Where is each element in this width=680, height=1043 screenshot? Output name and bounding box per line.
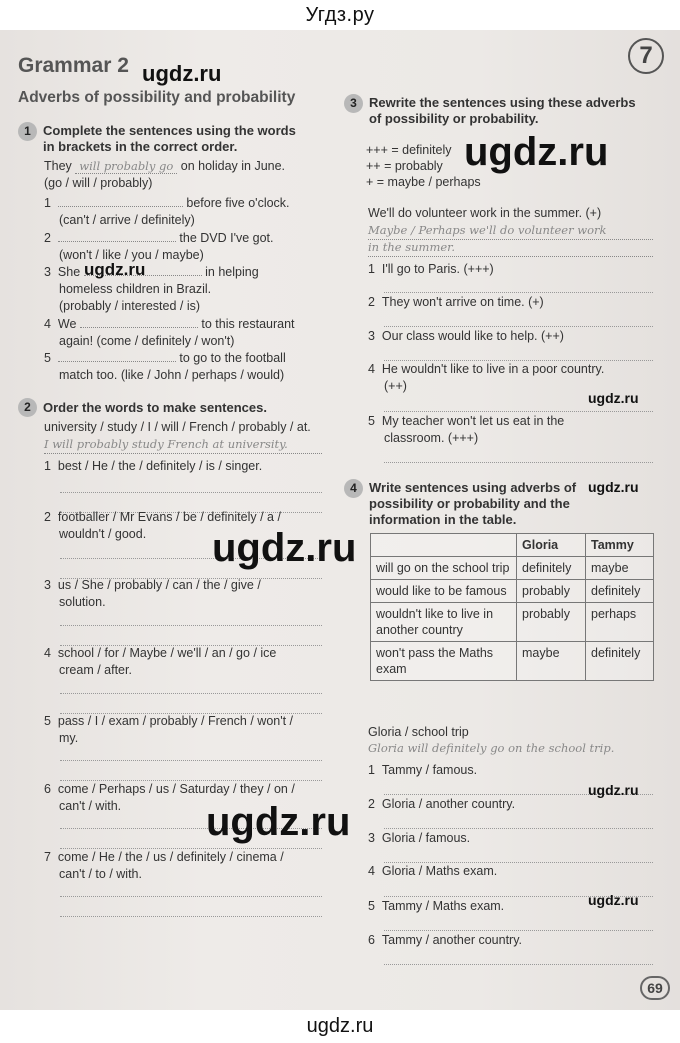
- table-cell: probably: [517, 603, 586, 642]
- ex1-item-3-words: (probably / interested / is): [59, 299, 201, 313]
- answer-line[interactable]: [60, 625, 322, 626]
- table-cell: definitely: [586, 580, 654, 603]
- ex2-item-5: 5 pass / I / exam / probably / French / won't /: [44, 714, 294, 728]
- ex1-item-2: 2 the DVD I've got.: [44, 231, 274, 245]
- ex1-item-3-line2: homeless children in Brazil.: [59, 282, 212, 296]
- table-cell: maybe: [586, 557, 654, 580]
- table-header-cell: Tammy: [586, 534, 654, 557]
- ex3-item-5: 5 My teacher won't let us eat in the: [368, 414, 565, 428]
- exercise-2-example-words: university / study / I / will / French / probably / at.: [44, 420, 311, 434]
- table-cell: definitely: [517, 557, 586, 580]
- ex2-item-3-line2: solution.: [59, 595, 106, 609]
- section-subtitle: Adverbs of possibility and probability: [18, 89, 296, 106]
- watermark: ugdz.ru: [206, 800, 351, 844]
- page-number: 69: [640, 976, 670, 1000]
- table-cell: would like to be famous: [371, 580, 517, 603]
- answer-line[interactable]: [60, 760, 322, 761]
- answer-line[interactable]: [60, 896, 322, 897]
- answer-line[interactable]: [384, 964, 653, 965]
- watermark: ugdz.ru: [588, 782, 639, 798]
- ex2-item-3: 3 us / She / probably / can / the / give /: [44, 578, 261, 592]
- exercise-3-number: 3: [344, 94, 363, 113]
- ex2-item-4-line2: cream / after.: [59, 663, 132, 677]
- exercise-3-example: We'll do volunteer work in the summer. (+): [368, 206, 602, 220]
- table-cell: will go on the school trip: [371, 557, 517, 580]
- watermark: ugdz.ru: [84, 260, 146, 279]
- ex2-item-1: 1 best / He / the / definitely / is / singer.: [44, 459, 263, 473]
- ex4-item-2: 2 Gloria / another country.: [368, 797, 516, 811]
- answer-blank[interactable]: [80, 317, 198, 328]
- exercise-2-number: 2: [18, 398, 37, 417]
- table-row: [371, 580, 654, 603]
- watermark: ugdz.ru: [464, 130, 609, 174]
- answer-blank[interactable]: [58, 351, 176, 362]
- ex1-item-4: 4 We to this restaurant: [44, 317, 295, 331]
- site-footer-text: ugdz.ru: [306, 1015, 374, 1037]
- watermark: ugdz.ru: [588, 390, 639, 406]
- exercise-4-example-answer: Gloria will definitely go on the school trip.: [368, 741, 615, 755]
- table-cell: wouldn't like to live in another country: [371, 603, 517, 642]
- answer-line[interactable]: [60, 693, 322, 694]
- answer-line[interactable]: [384, 828, 653, 829]
- exercise-1-example-words: (go / will / probably): [44, 176, 153, 190]
- ex1-item-4-line2: again! (come / definitely / won't): [59, 334, 235, 348]
- answer-blank[interactable]: [58, 231, 176, 242]
- table-cell: definitely: [586, 642, 654, 681]
- answer-line[interactable]: [60, 492, 322, 493]
- watermark: ugdz.ru: [142, 61, 222, 86]
- answer-line[interactable]: [384, 930, 653, 931]
- probability-table: [370, 533, 654, 681]
- exercise-2-instruction: Order the words to make sentences.: [43, 400, 267, 415]
- ex1-item-1: 1 before five o'clock.: [44, 196, 290, 210]
- ex2-item-2-line2: wouldn't / good.: [59, 527, 147, 541]
- ex1-item-3: 3 She in helping: [44, 265, 259, 279]
- adverb-key: +++ = definitely ++ = probably + = maybe / perhaps: [366, 143, 481, 189]
- table-cell: maybe: [517, 642, 586, 681]
- exercise-1-instruction: Complete the sentences using the words in brackets in the correct order.: [43, 123, 296, 154]
- table-cell: probably: [517, 580, 586, 603]
- answer-line[interactable]: [384, 462, 653, 463]
- answer-line[interactable]: [384, 411, 653, 412]
- ex3-item-3: 3 Our class would like to help. (++): [368, 329, 564, 343]
- ex3-item-5-line2: classroom. (+++): [384, 431, 479, 445]
- exercise-3-example-answer-line1: Maybe / Perhaps we'll do volunteer work: [368, 222, 653, 240]
- ex2-item-4: 4 school / for / Maybe / we'll / an / go / ice: [44, 646, 277, 660]
- table-row: [371, 642, 654, 681]
- ex4-item-6: 6 Tammy / another country.: [368, 933, 523, 947]
- ex1-item-5-line2: match too. (like / John / perhaps / would): [59, 368, 285, 382]
- watermark: ugdz.ru: [212, 526, 357, 570]
- ex2-item-5-line2: my.: [59, 731, 79, 745]
- table-cell: perhaps: [586, 603, 654, 642]
- exercise-4-example-prompt: Gloria / school trip: [368, 725, 469, 739]
- table-header-cell: Gloria: [517, 534, 586, 557]
- watermark: ugdz.ru: [588, 479, 639, 495]
- exercise-4-instruction: Write sentences using adverbs of possibility or probability and the information in the table.: [369, 480, 577, 527]
- table-row: [371, 603, 654, 642]
- ex2-item-6-line2: can't / with.: [59, 799, 122, 813]
- ex4-item-5: 5 Tammy / Maths exam.: [368, 899, 505, 913]
- table-row: [371, 557, 654, 580]
- exercise-4-number: 4: [344, 479, 363, 498]
- site-header-text: Угдз.ру: [305, 4, 375, 26]
- table-header-cell: [371, 534, 517, 557]
- ex1-item-5: 5 to go to the football: [44, 351, 286, 365]
- exercise-1-number: 1: [18, 122, 37, 141]
- ex1-item-2-words: (won't / like / you / maybe): [59, 248, 204, 262]
- example-answer: will probably go: [75, 159, 177, 174]
- site-header-bar: [0, 0, 680, 30]
- ex3-item-4-line2: (++): [384, 379, 407, 393]
- ex2-item-7-line2: can't / to / with.: [59, 867, 142, 881]
- exercise-1-example: They will probably go on holiday in June.: [44, 159, 286, 173]
- ex4-item-1: 1 Tammy / famous.: [368, 763, 478, 777]
- exercise-2-example-answer: I will probably study French at university.: [44, 436, 322, 454]
- ex4-item-4: 4 Gloria / Maths exam.: [368, 864, 498, 878]
- ex2-item-2: 2 footballer / Mr Evans / be / definitely / a /: [44, 510, 281, 524]
- ex4-item-3: 3 Gloria / famous.: [368, 831, 471, 845]
- table-header-row: [371, 534, 654, 557]
- exercise-3-instruction: Rewrite the sentences using these adverbs of possibility or probability.: [369, 95, 636, 126]
- ex3-item-2: 2 They won't arrive on time. (+): [368, 295, 544, 309]
- ex1-item-1-words: (can't / arrive / definitely): [59, 213, 195, 227]
- table-cell: won't pass the Maths exam: [371, 642, 517, 681]
- ex3-item-4: 4 He wouldn't like to live in a poor country.: [368, 362, 605, 376]
- ex2-item-7: 7 come / He / the / us / definitely / cinema /: [44, 850, 284, 864]
- answer-line[interactable]: [384, 326, 653, 327]
- exercise-3-example-answer-line2: in the summer.: [368, 239, 653, 257]
- workbook-page: [0, 30, 680, 1010]
- answer-line[interactable]: [384, 292, 653, 293]
- answer-blank[interactable]: [58, 196, 183, 207]
- ex2-item-6: 6 come / Perhaps / us / Saturday / they / on /: [44, 782, 295, 796]
- section-title: Grammar 2: [18, 54, 129, 77]
- watermark: ugdz.ru: [588, 892, 639, 908]
- site-footer-bar: [0, 1010, 680, 1043]
- answer-line[interactable]: [60, 916, 322, 917]
- ex3-item-1: 1 I'll go to Paris. (+++): [368, 262, 494, 276]
- unit-number-badge: 7: [628, 38, 664, 74]
